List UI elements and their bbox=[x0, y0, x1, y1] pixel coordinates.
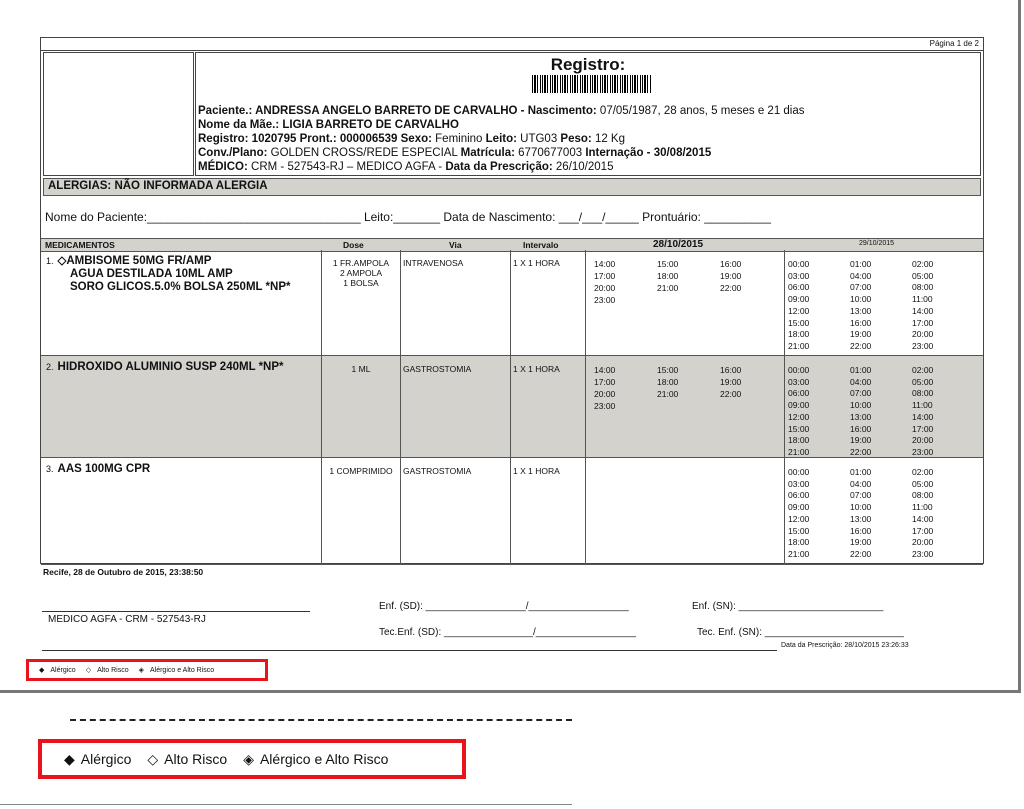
dose: 1 COMPRIMIDO bbox=[329, 466, 393, 476]
tec-sn-field: Tec. Enf. (SN): _________________________ bbox=[697, 627, 904, 638]
bottom-divider bbox=[0, 804, 572, 805]
table-row bbox=[41, 356, 983, 458]
time-slot: 01:00 bbox=[850, 365, 872, 375]
hollow-diamond-icon: ◇ bbox=[147, 750, 159, 767]
time-slot: 10:00 bbox=[850, 400, 872, 411]
time-slot: 00:00 bbox=[788, 259, 810, 269]
zoom-divider bbox=[70, 719, 572, 721]
time-slot: 18:00 bbox=[788, 537, 810, 548]
time-slot: 08:00 bbox=[912, 490, 934, 501]
time-slot: 07:00 bbox=[850, 282, 872, 293]
enf-sn-field: Enf. (SN): __________________________ bbox=[692, 601, 884, 612]
time-slot: 17:00 bbox=[912, 525, 934, 536]
time-slot: 13:00 bbox=[850, 513, 872, 524]
via: GASTROSTOMIA bbox=[403, 364, 472, 374]
time-slot: 09:00 bbox=[788, 502, 810, 513]
time-slot: 02:00 bbox=[912, 467, 934, 477]
time-slot: 08:00 bbox=[912, 282, 934, 293]
time-slot: 06:00 bbox=[788, 388, 810, 399]
time-slot: 20:00 bbox=[594, 389, 616, 399]
col-divider bbox=[510, 250, 511, 565]
time-slot: 15:00 bbox=[788, 423, 810, 434]
time-slot: 15:00 bbox=[788, 525, 810, 536]
time-slot: 18:00 bbox=[657, 377, 679, 387]
time-slot: 22:00 bbox=[720, 389, 742, 399]
dotted-diamond-icon: ◈ bbox=[243, 750, 254, 767]
intervalo: 1 X 1 HORA bbox=[513, 258, 560, 268]
time-slot: 17:00 bbox=[912, 423, 934, 434]
time-slot: 05:00 bbox=[912, 270, 934, 281]
time-slot: 10:00 bbox=[850, 502, 872, 513]
legend-small bbox=[26, 659, 268, 681]
time-slot: 06:00 bbox=[788, 490, 810, 501]
col-via: Via bbox=[449, 240, 462, 250]
time-slot: 16:00 bbox=[850, 317, 872, 328]
col-day2: 29/10/2015 bbox=[859, 240, 895, 247]
time-slot: 14:00 bbox=[912, 513, 934, 524]
signature-line bbox=[42, 611, 310, 612]
time-slot: 02:00 bbox=[912, 365, 934, 375]
page-number: Página 1 de 2 bbox=[929, 39, 979, 48]
time-slot: 21:00 bbox=[788, 446, 810, 457]
time-slot: 23:00 bbox=[594, 401, 616, 411]
table-row bbox=[41, 458, 983, 565]
time-slot: 14:00 bbox=[912, 305, 934, 316]
intervalo: 1 X 1 HORA bbox=[513, 466, 560, 476]
intervalo: 1 X 1 HORA bbox=[513, 364, 560, 374]
time-slot: 18:00 bbox=[657, 271, 679, 281]
patient-info-line: Conv./Plano: GOLDEN CROSS/REDE ESPECIAL Matrícula: 6770677003 Internação - 30/08/2015 bbox=[198, 147, 712, 159]
time-slot: 16:00 bbox=[720, 259, 742, 269]
time-slot: 03:00 bbox=[788, 270, 810, 281]
legend-alergico: ◆ Alérgico bbox=[39, 667, 76, 674]
time-slot: 22:00 bbox=[850, 340, 872, 351]
time-slot: 14:00 bbox=[594, 259, 616, 269]
col-dose: Dose bbox=[343, 240, 364, 250]
time-slot: 19:00 bbox=[850, 435, 872, 446]
hollow-diamond-icon: ◇ bbox=[85, 667, 92, 674]
city-date: Recife, 28 de Outubro de 2015, 23:38:50 bbox=[43, 567, 204, 577]
legend-alto-risco: ◇ Alto Risco bbox=[147, 750, 228, 767]
time-slot: 20:00 bbox=[912, 329, 934, 340]
legend-alto-risco: ◇ Alto Risco bbox=[85, 667, 129, 674]
barcode bbox=[532, 75, 652, 93]
time-slot: 11:00 bbox=[912, 502, 933, 513]
time-slot: 20:00 bbox=[912, 435, 934, 446]
time-slot: 06:00 bbox=[788, 282, 810, 293]
col-intervalo: Intervalo bbox=[523, 240, 559, 250]
time-slot: 18:00 bbox=[788, 435, 810, 446]
time-slot: 01:00 bbox=[850, 467, 872, 477]
time-slot: 16:00 bbox=[850, 423, 872, 434]
enf-sd-field: Enf. (SD): __________________/__________________ bbox=[379, 601, 629, 612]
time-slot: 04:00 bbox=[850, 270, 872, 281]
time-slot: 03:00 bbox=[788, 478, 810, 489]
data-prescricao: Data da Prescrição: 28/10/2015 23:26:33 bbox=[781, 642, 909, 649]
filled-diamond-icon: ◆ bbox=[64, 750, 75, 767]
time-slot: 12:00 bbox=[788, 513, 810, 524]
col-divider bbox=[321, 250, 322, 565]
medication-name: 2. HIDROXIDO ALUMINIO SUSP 240ML *NP* bbox=[46, 361, 284, 373]
time-slot: 00:00 bbox=[788, 467, 810, 477]
time-slot: 17:00 bbox=[594, 271, 616, 281]
time-slot: 19:00 bbox=[850, 537, 872, 548]
registro-title: Registro: bbox=[550, 55, 626, 74]
table-row bbox=[41, 250, 983, 356]
time-slot: 08:00 bbox=[912, 388, 934, 399]
dose: 1 FR.AMPOLA 2 AMPOLA 1 BOLSA bbox=[332, 258, 390, 288]
time-slot: 16:00 bbox=[850, 525, 872, 536]
time-slot: 20:00 bbox=[912, 537, 934, 548]
time-slot: 22:00 bbox=[850, 446, 872, 457]
time-slot: 12:00 bbox=[788, 411, 810, 422]
time-slot: 23:00 bbox=[912, 548, 934, 559]
legend-alergico: ◆ Alérgico bbox=[64, 750, 132, 767]
col-divider bbox=[400, 250, 401, 565]
time-slot: 09:00 bbox=[788, 400, 810, 411]
via: INTRAVENOSA bbox=[403, 258, 464, 268]
time-slot: 21:00 bbox=[788, 340, 810, 351]
time-slot: 23:00 bbox=[912, 340, 934, 351]
time-slot: 17:00 bbox=[912, 317, 934, 328]
col-day1: 28/10/2015 bbox=[653, 239, 704, 250]
legend-ambos: ◈ Alérgico e Alto Risco bbox=[138, 667, 215, 674]
logo-box bbox=[43, 52, 194, 176]
medication-name: 1. ◇AMBISOME 50MG FR/AMP AGUA DESTILADA 10ML AMP SORO GLICOS.5.0% BOLSA 250ML *NP* bbox=[46, 255, 291, 293]
time-slot: 03:00 bbox=[788, 376, 810, 387]
time-slot: 10:00 bbox=[850, 294, 872, 305]
time-slot: 16:00 bbox=[720, 365, 742, 375]
legend-zoomed bbox=[38, 739, 466, 779]
time-slot: 23:00 bbox=[594, 295, 616, 305]
patient-header bbox=[195, 52, 981, 176]
time-slot: 00:00 bbox=[788, 365, 810, 375]
patient-info-line: Paciente.: ANDRESSA ANGELO BARRETO DE CARVALHO - Nascimento: 07/05/1987, 28 anos, 5 meses e 21 dias bbox=[198, 105, 805, 117]
time-slot: 04:00 bbox=[850, 376, 872, 387]
col-medicamentos: MEDICAMENTOS bbox=[45, 240, 115, 250]
time-slot: 14:00 bbox=[912, 411, 934, 422]
time-slot: 01:00 bbox=[850, 259, 872, 269]
time-slot: 13:00 bbox=[850, 305, 872, 316]
time-slot: 07:00 bbox=[850, 490, 872, 501]
prescription-form bbox=[40, 37, 984, 564]
time-slot: 21:00 bbox=[657, 283, 679, 293]
patient-info-line: Nome da Mãe.: LIGIA BARRETO DE CARVALHO bbox=[198, 119, 459, 131]
allergy-banner: ALERGIAS: NÃO INFORMADA ALERGIA bbox=[43, 178, 981, 196]
time-slot: 04:00 bbox=[850, 478, 872, 489]
time-slot: 13:00 bbox=[850, 411, 872, 422]
patient-info-line: MÉDICO: CRM - 527543-RJ – MEDICO AGFA - Data da Prescrição: 26/10/2015 bbox=[198, 161, 614, 173]
divider bbox=[41, 50, 983, 51]
time-slot: 18:00 bbox=[788, 329, 810, 340]
time-slot: 12:00 bbox=[788, 305, 810, 316]
tec-sd-field: Tec.Enf. (SD): ________________/__________________ bbox=[379, 627, 636, 638]
time-slot: 17:00 bbox=[594, 377, 616, 387]
footer-line bbox=[42, 650, 777, 651]
time-slot: 02:00 bbox=[912, 259, 934, 269]
time-slot: 15:00 bbox=[657, 259, 679, 269]
time-slot: 15:00 bbox=[788, 317, 810, 328]
via: GASTROSTOMIA bbox=[403, 466, 472, 476]
col-divider bbox=[784, 250, 785, 565]
time-slot: 11:00 bbox=[912, 294, 933, 305]
doctor-signature: MEDICO AGFA - CRM - 527543-RJ bbox=[48, 614, 206, 625]
time-slot: 19:00 bbox=[720, 377, 742, 387]
time-slot: 05:00 bbox=[912, 376, 934, 387]
medication-name: 3. AAS 100MG CPR bbox=[46, 463, 151, 475]
time-slot: 09:00 bbox=[788, 294, 810, 305]
time-slot: 23:00 bbox=[912, 446, 934, 457]
col-divider bbox=[585, 250, 586, 565]
time-slot: 21:00 bbox=[657, 389, 679, 399]
time-slot: 19:00 bbox=[850, 329, 872, 340]
patient-fill-line: Nome do Paciente:________________________________ Leito:_______ Data de Nascimento: ___/___/_____ Prontuário: __________ bbox=[45, 210, 771, 224]
time-slot: 15:00 bbox=[657, 365, 679, 375]
legend-ambos: ◈ Alérgico e Alto Risco bbox=[243, 750, 389, 767]
patient-info-line: Registro: 1020795 Pront.: 000006539 Sexo: Feminino Leito: UTG03 Peso: 12 Kg bbox=[198, 133, 625, 145]
dotted-diamond-icon: ◈ bbox=[138, 667, 144, 674]
filled-diamond-icon: ◆ bbox=[39, 667, 45, 674]
time-slot: 22:00 bbox=[720, 283, 742, 293]
time-slot: 20:00 bbox=[594, 283, 616, 293]
time-slot: 07:00 bbox=[850, 388, 872, 399]
time-slot: 19:00 bbox=[720, 271, 742, 281]
time-slot: 21:00 bbox=[788, 548, 810, 559]
time-slot: 14:00 bbox=[594, 365, 616, 375]
time-slot: 05:00 bbox=[912, 478, 934, 489]
time-slot: 22:00 bbox=[850, 548, 872, 559]
dose: 1 ML bbox=[351, 364, 371, 374]
time-slot: 11:00 bbox=[912, 400, 933, 411]
